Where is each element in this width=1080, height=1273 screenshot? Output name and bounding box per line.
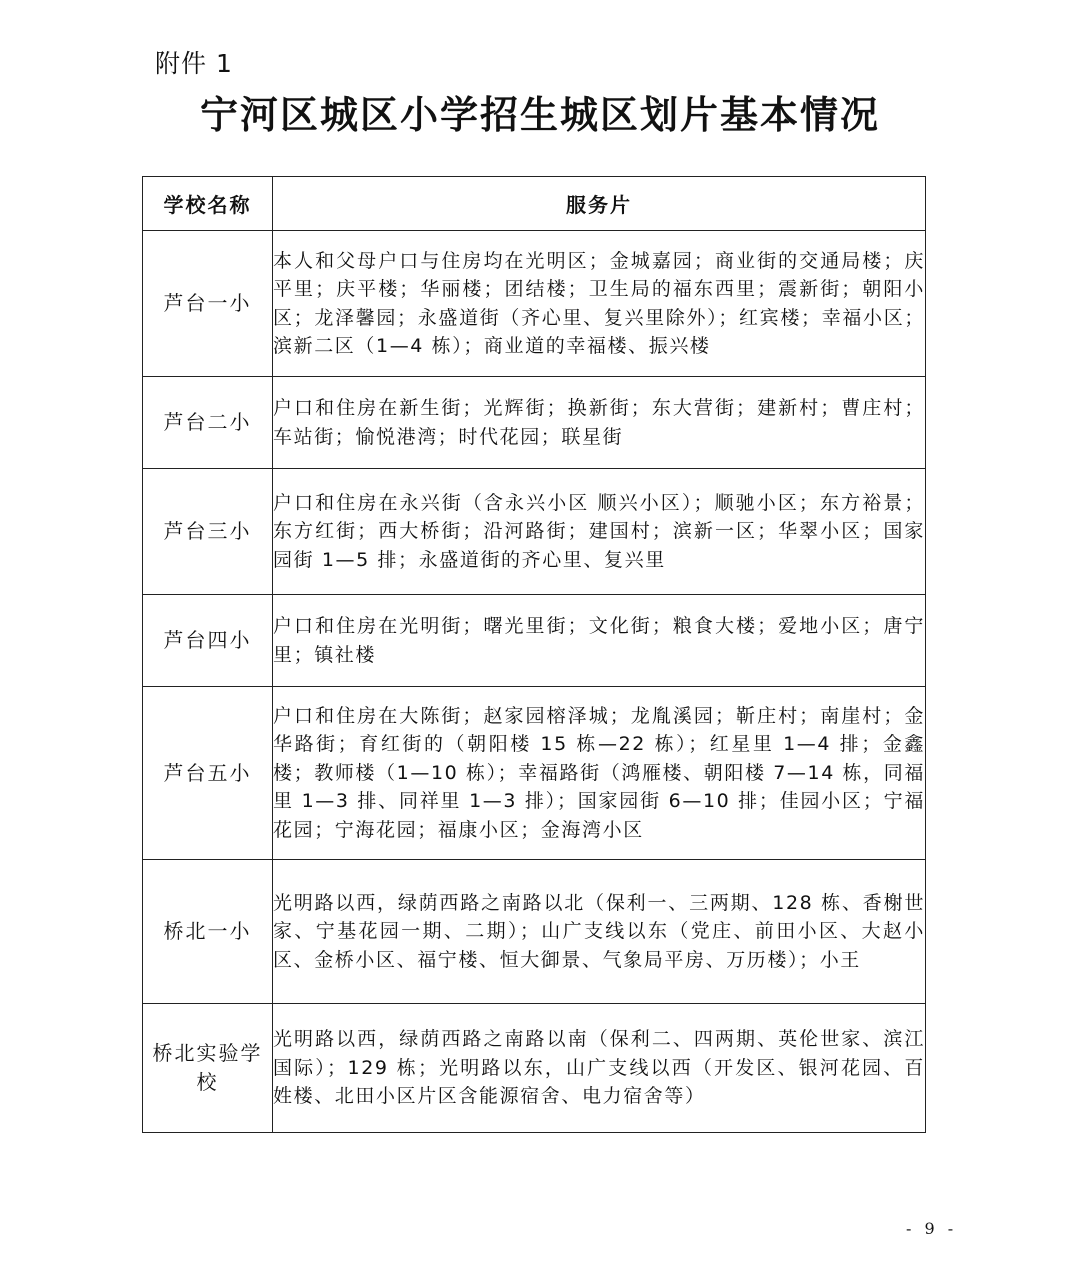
service-area-cell: 户口和住房在永兴街（含永兴小区 顺兴小区）；顺驰小区；东方裕景；东方红街；西大桥街；沿河路街；建国村；滨新一区；华翠小区；国家园街 1—5 排；永盛道街的齐心里、复兴里 xyxy=(273,469,926,595)
column-header-service-area: 服务片 xyxy=(273,177,926,231)
school-name-cell: 芦台四小 xyxy=(143,595,273,687)
table-row xyxy=(143,377,926,469)
school-name-cell: 芦台五小 xyxy=(143,687,273,860)
table-row xyxy=(143,687,926,860)
school-name-cell: 桥北一小 xyxy=(143,860,273,1004)
table-row xyxy=(143,595,926,687)
school-name-cell: 芦台二小 xyxy=(143,377,273,469)
service-area-cell: 户口和住房在大陈街；赵家园榕泽城；龙胤溪园；靳庄村；南崖村；金华路街；育红街的（朝阳楼 15 栋—22 栋）；红星里 1—4 排；金鑫楼；教师楼（1—10 栋）；幸福路街（鸿雁楼、朝阳楼 7—14 栋，同福里 1—3 排、同祥里 1—3 排）；国家园街 6—10 排；佳园小区；宁福花园；宁海花园；福康小区；金海湾小区 xyxy=(273,687,926,860)
service-area-cell: 户口和住房在光明街；曙光里街；文化街；粮食大楼；爱地小区；唐宁里；镇社楼 xyxy=(273,595,926,687)
service-area-cell: 户口和住房在新生街；光辉街；换新街；东大营街；建新村；曹庄村；车站街；愉悦港湾；时代花园；联星街 xyxy=(273,377,926,469)
school-name-cell: 桥北实验学校 xyxy=(143,1004,273,1133)
column-header-school: 学校名称 xyxy=(143,177,273,231)
school-name-cell: 芦台一小 xyxy=(143,231,273,377)
service-area-cell: 光明路以西，绿荫西路之南路以南（保利二、四两期、英伦世家、滨江国际）；129 栋；光明路以东，山广支线以西（开发区、银河花园、百姓楼、北田小区片区含能源宿舍、电力宿舍等） xyxy=(273,1004,926,1133)
table-row xyxy=(143,1004,926,1133)
school-zone-table xyxy=(142,176,926,1133)
page-number: - 9 - xyxy=(906,1219,958,1238)
document-title: 宁河区城区小学招生城区划片基本情况 xyxy=(199,92,880,137)
table-row xyxy=(143,469,926,595)
service-area-cell: 光明路以西，绿荫西路之南路以北（保利一、三两期、128 栋、香榭世家、宁基花园一期、二期）；山广支线以东（党庄、前田小区、大赵小区、金桥小区、福宁楼、恒大御景、气象局平房、万历楼）；小王 xyxy=(273,860,926,1004)
table-header-row xyxy=(143,177,926,231)
table-row xyxy=(143,231,926,377)
attachment-label: 附件 1 xyxy=(155,49,233,78)
school-name-cell: 芦台三小 xyxy=(143,469,273,595)
service-area-cell: 本人和父母户口与住房均在光明区；金城嘉园；商业街的交通局楼；庆平里；庆平楼；华丽楼；团结楼；卫生局的福东西里；震新街；朝阳小区；龙泽馨园；永盛道街（齐心里、复兴里除外）；红宾楼；幸福小区；滨新二区（1—4 栋）；商业道的幸福楼、振兴楼 xyxy=(273,231,926,377)
table-row xyxy=(143,860,926,1004)
